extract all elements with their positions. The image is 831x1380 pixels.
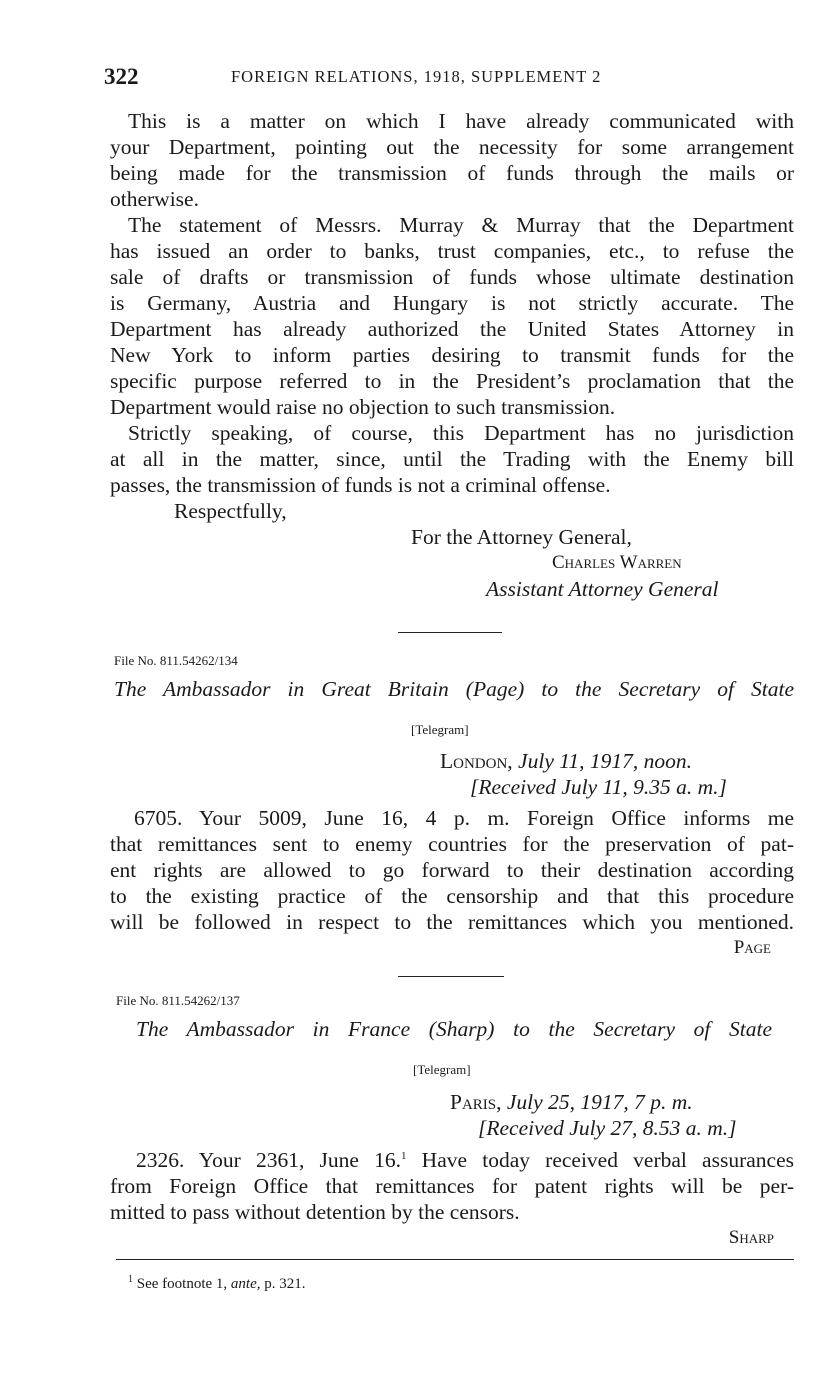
page-number: 322: [104, 64, 139, 89]
text-fragment: Have today received verbal assurances: [406, 1148, 794, 1172]
text-line: has issued an order to banks, trust companies, etc., to refuse the: [110, 239, 794, 263]
divider: [398, 632, 502, 633]
text-line: mitted to pass without detention by the censors.: [110, 1200, 520, 1224]
footnote-text-end: p. 321.: [260, 1276, 306, 1292]
telegram-label: [Telegram]: [413, 1062, 471, 1077]
text-line: that remittances sent to enemy countries for the preservation of pat-: [110, 832, 794, 856]
received-line: [Received July 11, 9.35 a. m.]: [470, 775, 727, 799]
closing: Respectfully,: [174, 499, 287, 523]
text-line: Department would raise no objection to such transmission.: [110, 395, 616, 419]
text-line: to the existing practice of the censorship and that this procedure: [110, 884, 794, 908]
file-number: File No. 811.54262/137: [116, 993, 240, 1008]
text-line: otherwise.: [110, 187, 199, 211]
text-line: passes, the transmission of funds is not a criminal offense.: [110, 473, 611, 497]
text-line: The statement of Messrs. Murray & Murray that the Department: [128, 213, 794, 237]
signature-for: For the Attorney General,: [411, 525, 632, 549]
dateline: [440, 748, 692, 774]
divider: [398, 976, 504, 977]
dateline-place: London,: [440, 749, 513, 773]
text-line: [136, 1147, 794, 1173]
dateline-place: Paris,: [450, 1090, 502, 1114]
text-line: specific purpose referred to in the President’s proclamation that the: [110, 369, 794, 393]
document-heading: The Ambassador in Great Britain (Page) to the Secretary of State: [114, 677, 794, 701]
received-line: [Received July 27, 8.53 a. m.]: [478, 1116, 737, 1140]
footnote-ref: 1: [401, 1149, 407, 1162]
text-line: Department has already authorized the United States Attorney in: [110, 317, 794, 341]
text-line: 6705. Your 5009, June 16, 4 p. m. Foreign Office informs me: [134, 806, 794, 830]
text-line: sale of drafts or transmission of funds whose ultimate destination: [110, 265, 794, 289]
text-line: from Foreign Office that remittances for patent rights will be per-: [110, 1174, 794, 1198]
text-line: your Department, pointing out the necessity for some arrangement: [110, 135, 794, 159]
signature: Page: [733, 937, 771, 958]
running-title: FOREIGN RELATIONS, 1918, SUPPLEMENT 2: [231, 67, 602, 86]
document-heading: The Ambassador in France (Sharp) to the Secretary of State: [136, 1017, 772, 1041]
file-number: File No. 811.54262/134: [114, 653, 238, 668]
dateline: [450, 1089, 693, 1115]
footnote-marker: 1: [128, 1274, 133, 1285]
dateline-date: July 25, 1917, 7 p. m.: [506, 1090, 693, 1114]
footnote-divider: [116, 1259, 794, 1260]
signer-name: Charles Warren: [552, 552, 682, 573]
telegram-label: [Telegram]: [411, 722, 469, 737]
text-line: will be followed in respect to the remittances which you mentioned.: [110, 910, 794, 934]
text-line: being made for the transmission of funds through the mails or: [110, 161, 794, 185]
signature: Sharp: [728, 1227, 774, 1248]
text-line: at all in the matter, since, until the Trading with the Enemy bill: [110, 447, 794, 471]
signer-title: Assistant Attorney General: [486, 577, 719, 601]
text-line: This is a matter on which I have already communicated with: [128, 109, 794, 133]
text-fragment: 2326. Your 2361, June 16.: [136, 1148, 401, 1172]
dateline-date: July 11, 1917, noon.: [518, 749, 693, 773]
text-line: is Germany, Austria and Hungary is not strictly accurate. The: [110, 291, 794, 315]
text-line: New York to inform parties desiring to transmit funds for the: [110, 343, 794, 367]
text-line: Strictly speaking, of course, this Department has no jurisdiction: [128, 421, 794, 445]
footnote-text: See footnote 1,: [133, 1276, 231, 1292]
text-line: ent rights are allowed to go forward to their destination according: [110, 858, 794, 882]
footnote-italic: ante,: [230, 1276, 261, 1292]
footnote: [128, 1274, 305, 1293]
